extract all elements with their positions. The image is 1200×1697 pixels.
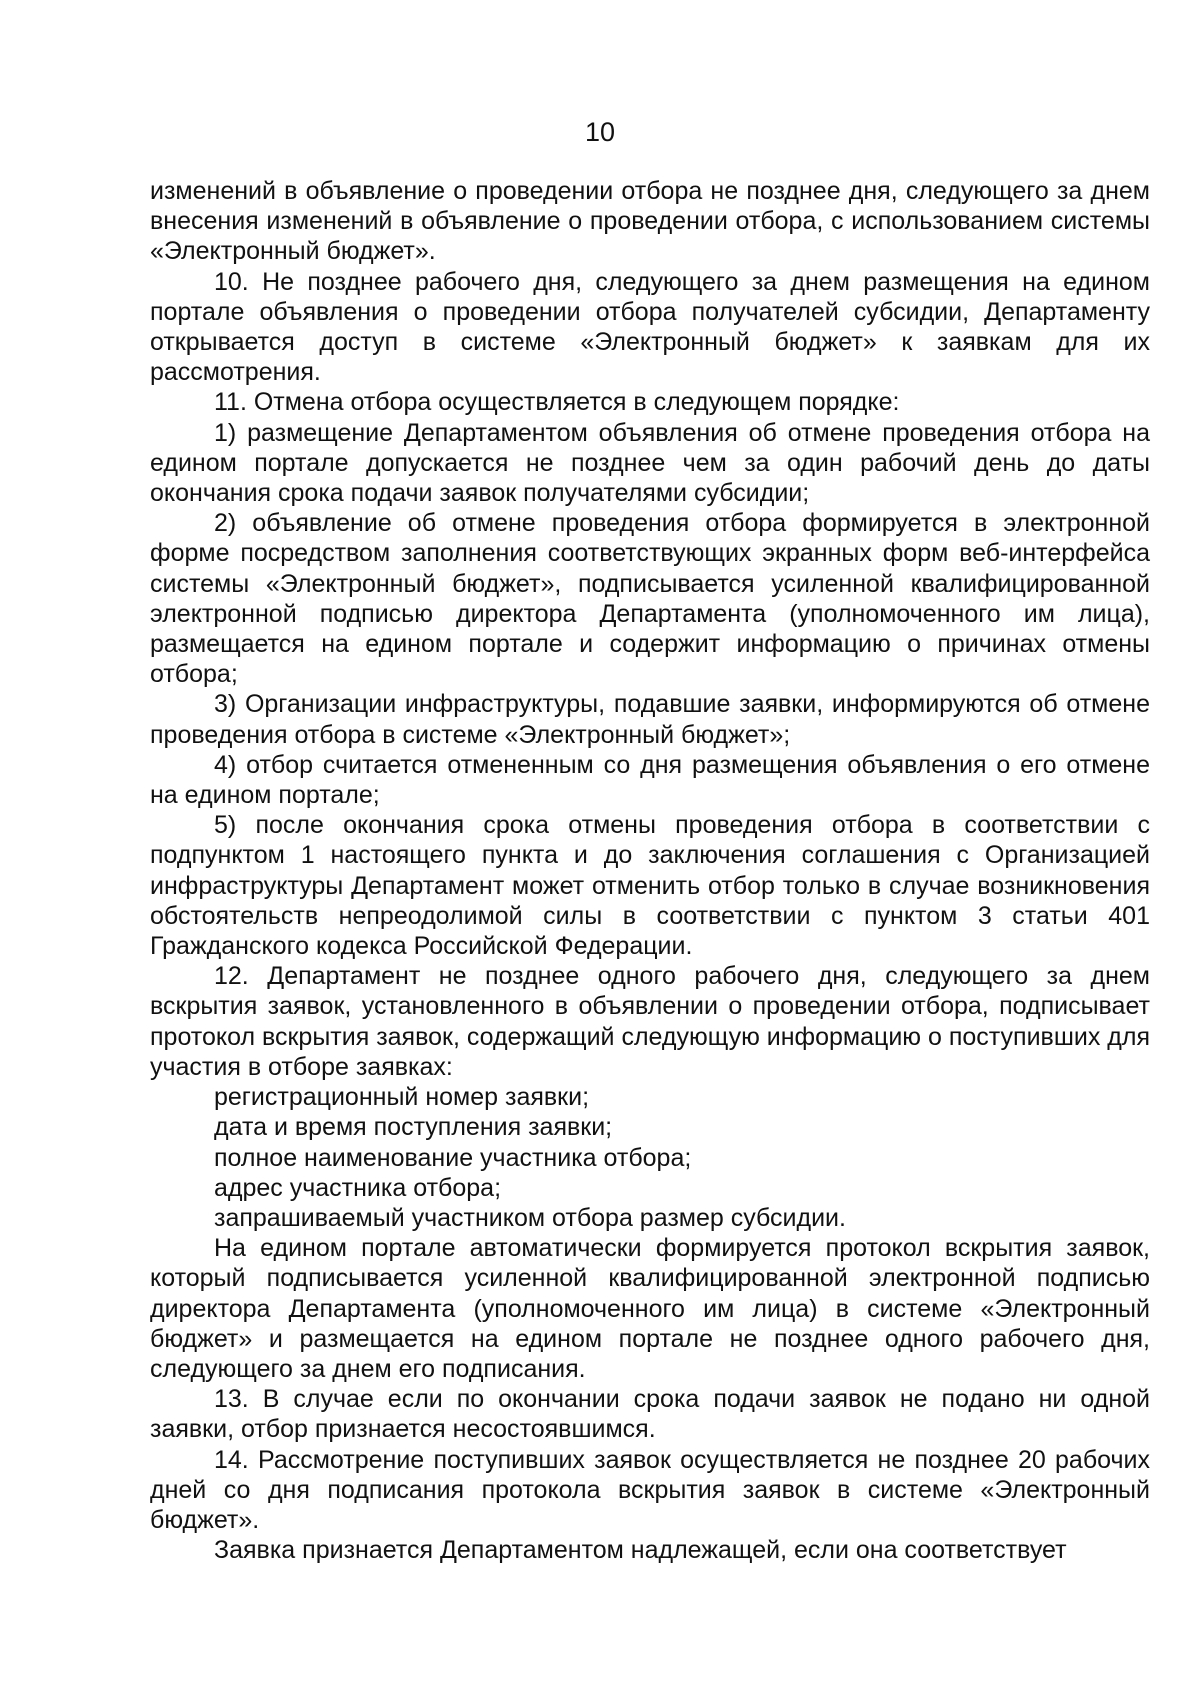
paragraph-11-item-3: 3) Организации инфраструктуры, подавшие заявки, информируются об отмене проведения отбора в системе «Электронный бюджет»; <box>150 690 1150 749</box>
document-body <box>150 176 1150 1565</box>
protocol-list-item: адрес участника отбора; <box>214 1173 502 1202</box>
paragraph-11-item-2: 2) объявление об отмене проведения отбора формируется в электронной форме посредством заполнения соответствующих экранных форм веб-интерфейса системы «Электронный бюджет», подписывается усиленной квалифицированной электронной подписью директора Департамента (уполномоченного им лица), размещается на едином портале и содержит информацию о причинах отмены отбора; <box>150 509 1150 689</box>
protocol-list-item: дата и время поступления заявки; <box>214 1113 613 1142</box>
protocol-list-item: запрашиваемый участником отбора размер субсидии. <box>214 1203 846 1232</box>
paragraph-11-item-4: 4) отбор считается отмененным со дня размещения объявления о его отмене на едином портале; <box>150 750 1150 810</box>
paragraph-11: 11. Отмена отбора осуществляется в следующем порядке: <box>214 388 900 417</box>
paragraph-13: 13. В случае если по окончании срока подачи заявок не подано ни одной заявки, отбор признается несостоявшимся. <box>150 1385 1150 1444</box>
paragraph-10: 10. Не позднее рабочего дня, следующего за днем размещения на едином портале объявления о проведении отбора получателей субсидии, Департаменту открывается доступ в системе «Электронный бюджет» к заявкам для их рассмотрения. <box>150 267 1150 387</box>
paragraph-protocol-portal: На едином портале автоматически формируется протокол вскрытия заявок, который подписывается усиленной квалифицированной электронной подписью директора Департамента (уполномоченного им лица) в системе «Электронный бюджет» и размещается на едином портале не позднее одного рабочего дня, следующего за днем его подписания. <box>150 1234 1150 1383</box>
protocol-list-item: полное наименование участника отбора; <box>214 1143 692 1172</box>
paragraph-12: 12. Департамент не позднее одного рабочего дня, следующего за днем вскрытия заявок, установленного в объявлении о проведении отбора, подписывает протокол вскрытия заявок, содержащий следующую информацию о поступивших для участия в отборе заявках: <box>150 962 1150 1081</box>
page-number: 10 <box>584 117 616 147</box>
paragraph-11-item-5: 5) после окончания срока отмены проведения отбора в соответствии с подпунктом 1 настоящего пункта и до заключения соглашения с Организацией инфраструктуры Департамент может отменить отбор только в случае возникновения обстоятельств непреодолимой силы в соответствии с пунктом 3 статьи 401 Гражданского кодекса Российской Федерации. <box>150 811 1150 961</box>
paragraph-continuation: изменений в объявление о проведении отбора не позднее дня, следующего за днем внесения изменений в объявление о проведении отбора, с использованием системы «Электронный бюджет». <box>150 177 1150 266</box>
paragraph-14: 14. Рассмотрение поступивших заявок осуществляется не позднее 20 рабочих дней со дня подписания протокола вскрытия заявок в системе «Электронный бюджет». <box>150 1445 1150 1534</box>
paragraph-application-proper: Заявка признается Департаментом надлежащей, если она соответствует <box>214 1536 1067 1565</box>
paragraph-11-item-1: 1) размещение Департаментом объявления об отмене проведения отбора на едином портале допускается не позднее чем за один рабочий день до даты окончания срока подачи заявок получателями субсидии; <box>150 418 1150 508</box>
protocol-list-item: регистрационный номер заявки; <box>214 1083 590 1112</box>
